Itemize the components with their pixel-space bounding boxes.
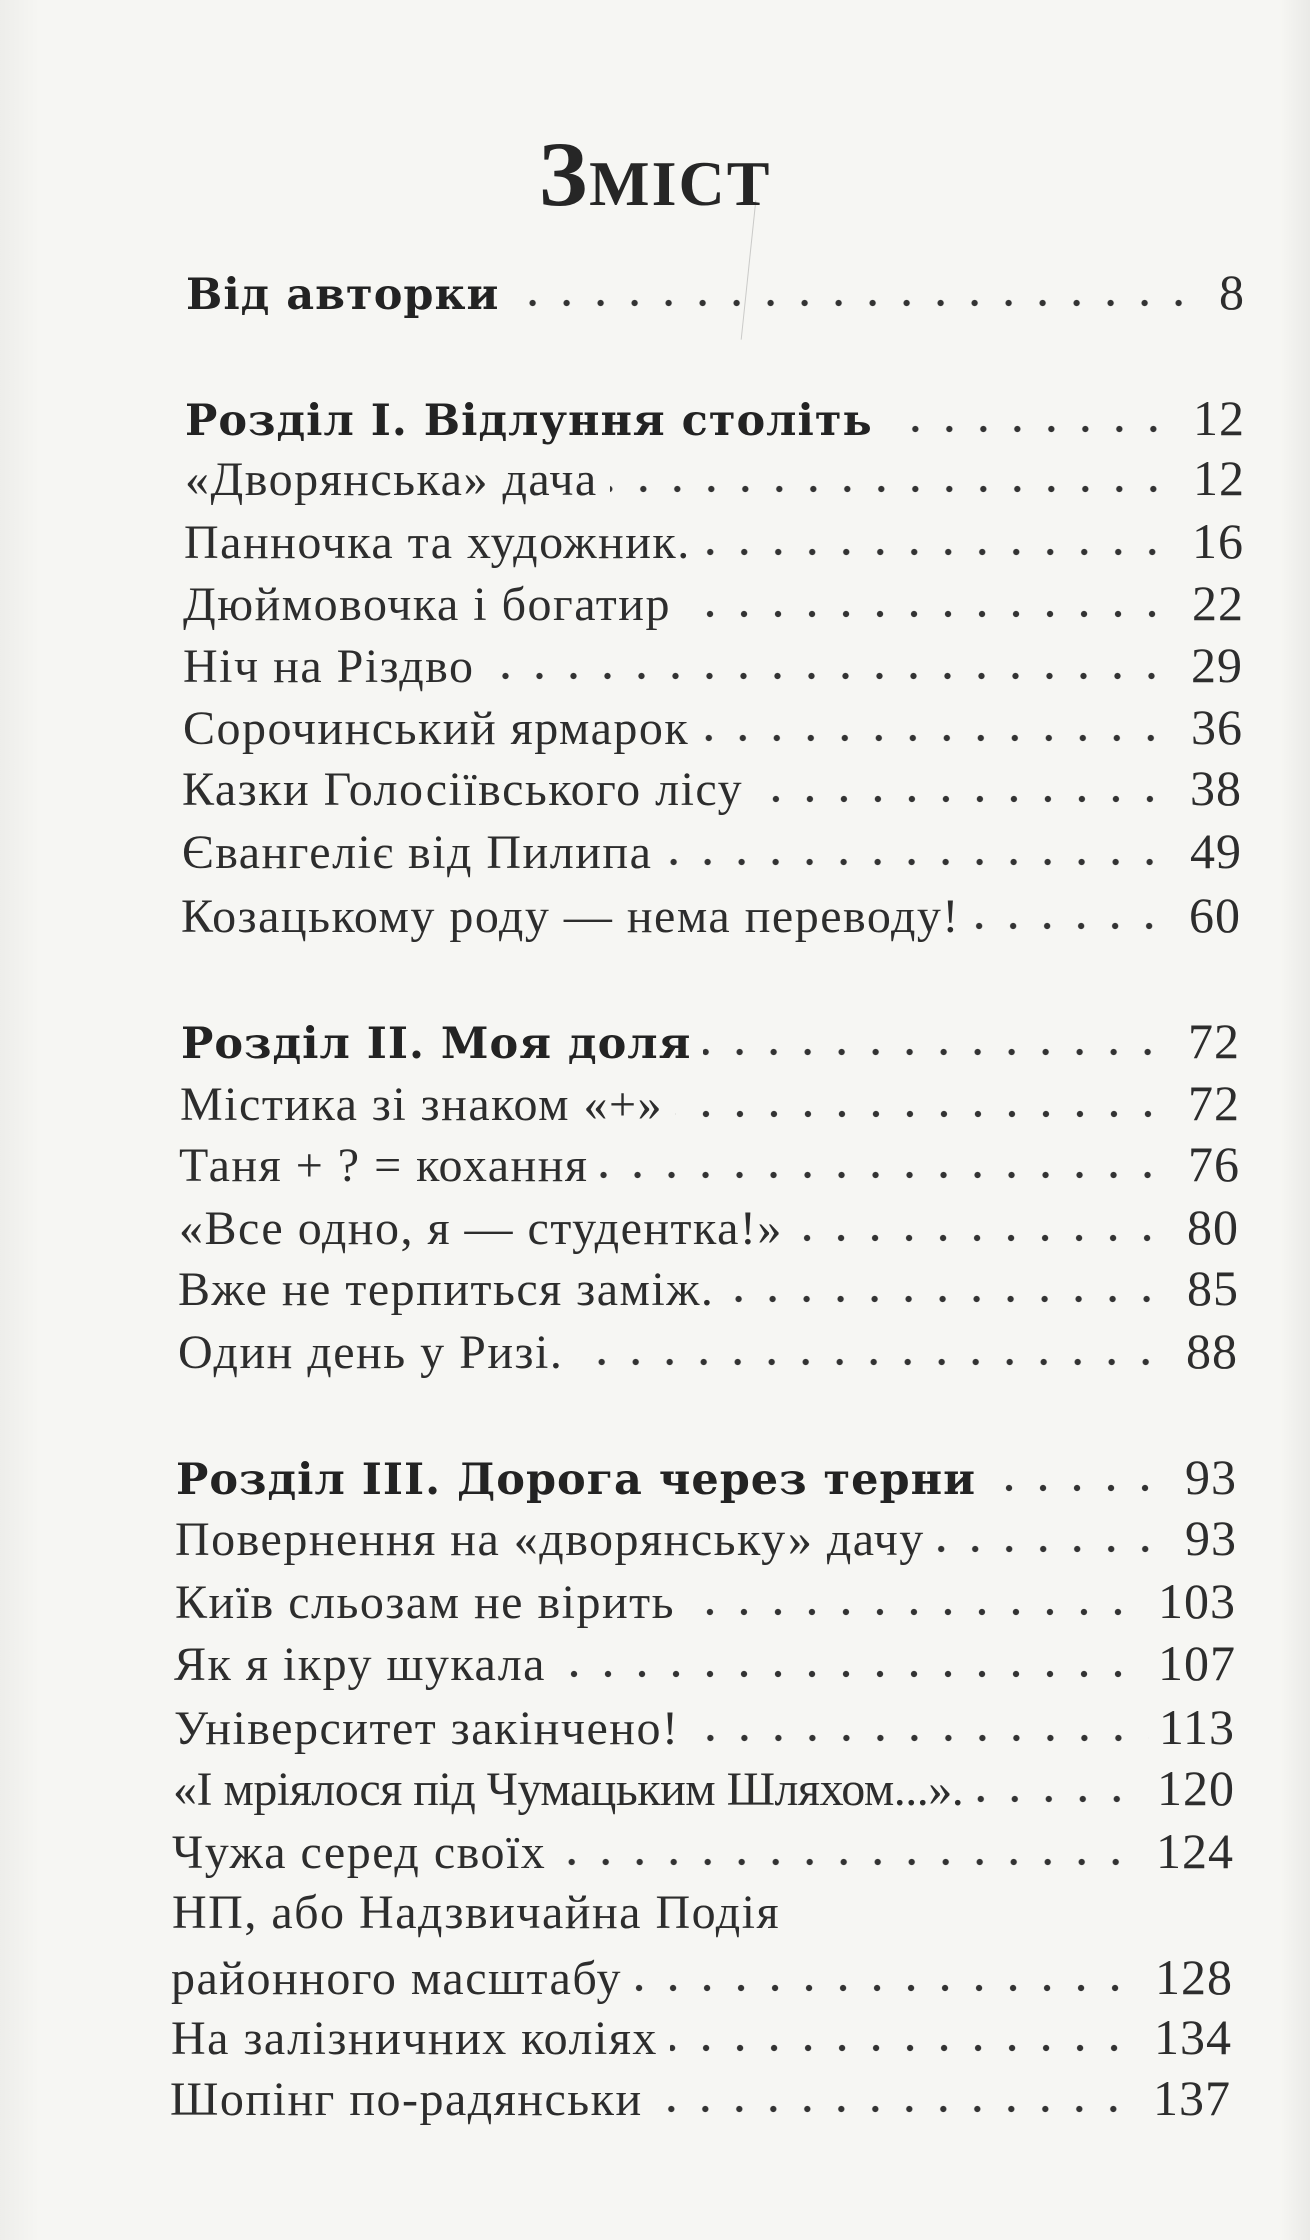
- toc-entry[interactable]: [172, 1821, 1234, 1881]
- toc-entry[interactable]: [178, 1321, 1238, 1381]
- toc-page-number: 12: [1193, 390, 1245, 446]
- toc-entry-label: НП, або Надзвичайна Подія: [172, 1886, 781, 1939]
- toc-entry-label: Розділ II. Моя доля: [181, 1019, 692, 1069]
- toc-page-number: 8: [1219, 264, 1245, 320]
- toc-page-number: 93: [1185, 1449, 1237, 1505]
- toc-entry[interactable]: [175, 1571, 1236, 1631]
- toc-entry-label: районного масштабу: [171, 1952, 622, 2005]
- dot-leader: [610, 485, 1183, 493]
- toc-page-number: 22: [1192, 575, 1244, 631]
- toc-entry[interactable]: [185, 448, 1245, 508]
- toc-section-2[interactable]: [181, 1011, 1240, 1071]
- dot-leader: [975, 1795, 1147, 1803]
- dot-leader: [664, 858, 1180, 866]
- toc-page-number: 72: [1188, 1075, 1240, 1131]
- dot-leader: [937, 1545, 1175, 1553]
- toc-entry[interactable]: [175, 1508, 1237, 1568]
- toc-entry-label: Вже не терпиться заміж.: [178, 1263, 715, 1316]
- toc-entry-label: Київ сльозам не вірить: [175, 1576, 676, 1629]
- dot-leader: [558, 1858, 1146, 1866]
- toc-entry-label: Панночка та художник.: [184, 516, 691, 569]
- toc-entry[interactable]: [183, 697, 1243, 757]
- toc-entry[interactable]: [179, 1134, 1240, 1194]
- toc-page-number: 124: [1156, 1823, 1234, 1879]
- toc-entry-label: Козацькому роду — нема переводу!: [181, 890, 960, 943]
- toc-page-number: 88: [1186, 1323, 1238, 1379]
- toc-entry-label: Від авторки: [186, 270, 500, 320]
- toc-section-1[interactable]: [185, 388, 1245, 448]
- toc-page-number: 16: [1192, 513, 1244, 569]
- dot-leader: [885, 425, 1183, 433]
- dot-leader: [670, 2044, 1144, 2052]
- dot-leader: [703, 1048, 1178, 1056]
- toc-entry-label: Сорочинський ярмарок: [183, 702, 690, 755]
- toc-entry-line-2[interactable]: [171, 1947, 1233, 2007]
- toc-page-number: 12: [1193, 450, 1245, 506]
- toc-section-3[interactable]: [176, 1447, 1237, 1507]
- toc-entry-label: Таня + ? = кохання: [179, 1139, 589, 1192]
- toc-entry[interactable]: [178, 1258, 1239, 1318]
- toc-entry-label: Містика зі знаком «+»: [180, 1078, 664, 1131]
- dot-leader: [487, 672, 1181, 680]
- toc-entry[interactable]: [184, 511, 1244, 571]
- toc-page-number: 38: [1190, 760, 1242, 816]
- toc-entry-line-1[interactable]: [172, 1883, 1234, 1943]
- toc-entry-label: «Все одно, я — студентка!»: [179, 1202, 783, 1255]
- toc-entry[interactable]: [181, 885, 1241, 945]
- toc-page-number: 128: [1155, 1949, 1233, 2005]
- toc-page-number: 60: [1189, 887, 1241, 943]
- toc-entry[interactable]: [182, 821, 1242, 881]
- dot-leader: [795, 1234, 1177, 1242]
- toc-page-number: 72: [1188, 1013, 1240, 1069]
- toc-entry[interactable]: [183, 635, 1243, 695]
- dot-leader: [655, 2105, 1143, 2113]
- toc-entry[interactable]: [174, 1633, 1236, 1693]
- toc-entry-label: Університет закінчено!: [174, 1702, 680, 1755]
- dot-leader: [687, 1608, 1148, 1616]
- toc-page-number: 93: [1185, 1510, 1237, 1566]
- dot-leader: [691, 1734, 1148, 1742]
- dot-leader: [703, 548, 1182, 556]
- toc-entry-label: Один день у Ризі.: [178, 1326, 564, 1379]
- dot-leader: [575, 1358, 1176, 1366]
- toc-entry-label: Чужа серед своїх: [172, 1826, 547, 1879]
- toc-entry[interactable]: [171, 2007, 1232, 2067]
- toc-entry[interactable]: [170, 2068, 1231, 2128]
- toc-entry[interactable]: [180, 1073, 1240, 1133]
- dot-leader: [634, 1984, 1145, 1992]
- toc-entry-label: Шопінг по-радянськи: [170, 2073, 643, 2126]
- toc-page-number: 120: [1157, 1760, 1235, 1816]
- toc-page-number: 134: [1154, 2009, 1232, 2065]
- dot-leader: [600, 1171, 1178, 1179]
- toc-page-number: 137: [1153, 2070, 1231, 2126]
- toc-page-number: 113: [1158, 1699, 1235, 1755]
- toc-page-number: 29: [1191, 637, 1243, 693]
- toc-page-number: 76: [1188, 1136, 1240, 1192]
- dot-leader: [988, 1484, 1175, 1492]
- toc-page-number: 80: [1187, 1199, 1239, 1255]
- toc-entry-label: Повернення на «дворянську» дачу: [175, 1513, 925, 1566]
- dot-leader: [675, 1110, 1178, 1118]
- toc-page-number: 103: [1158, 1573, 1236, 1629]
- toc-entry-label: «Дворянська» дача: [185, 453, 598, 506]
- toc-entry[interactable]: [183, 573, 1244, 633]
- toc-entry-label: Ніч на Різдво: [183, 640, 475, 693]
- dot-leader: [972, 922, 1179, 930]
- toc-entry-label: На залізничних коліях: [171, 2012, 658, 2065]
- page-title: Зміст: [538, 122, 772, 225]
- dot-leader: [755, 795, 1180, 803]
- toc-page-number: 107: [1158, 1635, 1236, 1691]
- toc-entry-label: Як я ікру шукала: [174, 1638, 546, 1691]
- dot-leader: [726, 1295, 1177, 1303]
- dot-leader: [683, 610, 1182, 618]
- toc-entry-label: Дюймовочка і богатир: [183, 578, 671, 631]
- toc-entry[interactable]: [174, 1697, 1235, 1757]
- toc-page-number: 85: [1187, 1260, 1239, 1316]
- toc-page-number: 36: [1191, 699, 1243, 755]
- toc-entry-label: Казки Голосіївського лісу: [182, 763, 744, 816]
- toc-entry-label: «І мріялося під Чумацьким Шляхом...».: [173, 1763, 964, 1816]
- toc-page-number: 49: [1190, 823, 1242, 879]
- dot-leader: [511, 299, 1209, 307]
- toc-entry-label: Розділ I. Відлуння століть: [185, 396, 873, 446]
- dot-leader: [558, 1670, 1148, 1678]
- dot-leader: [701, 734, 1181, 742]
- toc-entry[interactable]: [182, 758, 1242, 818]
- toc-entry-label: Євангеліє від Пилипа: [182, 826, 653, 879]
- toc-entry[interactable]: [173, 1758, 1235, 1818]
- toc-entry-label: Розділ III. Дорога через терни: [176, 1455, 976, 1505]
- toc-entry[interactable]: [179, 1197, 1239, 1257]
- toc-entry-from-author[interactable]: [186, 262, 1245, 322]
